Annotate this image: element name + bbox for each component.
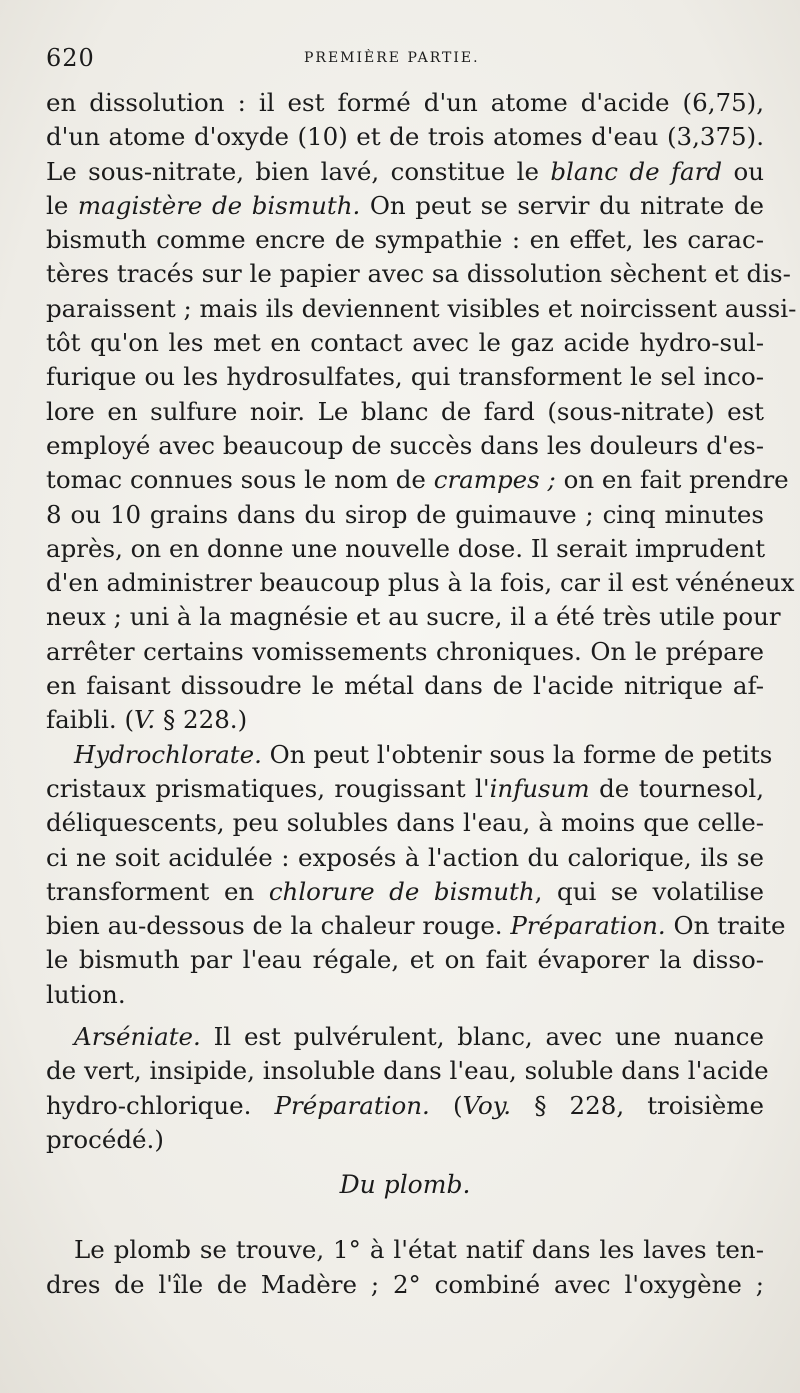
text-line: tôt qu'on les met en contact avec le gaz acide hydro-sul- (46, 328, 764, 358)
text-line: transforment en chlorure de bismuth, qui se volatilise (46, 876, 764, 906)
text-line: Arséniate. Il est pulvérulent, blanc, avec une nuance (74, 1022, 764, 1052)
text-line: le magistère de bismuth. On peut se servir du nitrate de (46, 190, 764, 220)
text-line: paraissent ; mais ils deviennent visibles et noircissent aussi- (46, 293, 797, 323)
text-line: furique ou les hydrosulfates, qui transforment le sel inco- (46, 362, 764, 392)
text-line: Le plomb se trouve, 1° à l'état natif dans les laves ten- (74, 1235, 764, 1265)
text-line: faibli. (V. § 228.) (46, 705, 248, 735)
paragraph-arseniate (46, 1020, 769, 1157)
text-line: bien au-dessous de la chaleur rouge. Préparation. On traite (46, 911, 786, 941)
text-line: dres de l'île de Madère ; 2° combiné avec l'oxygène ; (46, 1269, 764, 1299)
text-line: procédé.) (46, 1124, 164, 1154)
paragraph-nitrate-continued (46, 86, 797, 738)
page-number: 620 (46, 44, 95, 72)
body-text (46, 86, 797, 1302)
text-line: 8 ou 10 grains dans du sirop de guimauve ; cinq minutes (46, 499, 764, 529)
text-line: tères tracés sur le papier avec sa dissolution sèchent et dis- (46, 259, 791, 289)
text-line: arrêter certains vomissements chroniques. On le prépare (46, 636, 764, 666)
text-line: de vert, insipide, insoluble dans l'eau, soluble dans l'acide (46, 1056, 769, 1086)
text-line: d'en administrer beaucoup plus à la fois, car il est vénéneux (46, 568, 795, 598)
text-line: en faisant dissoudre le métal dans de l'acide nitrique af- (46, 671, 764, 701)
text-line: employé avec beaucoup de succès dans les douleurs d'es- (46, 430, 764, 460)
running-title: PREMIÈRE PARTIE. (304, 50, 480, 66)
text-line: Hydrochlorate. On peut l'obtenir sous la forme de petits (74, 739, 773, 769)
text-line: neux ; uni à la magnésie et au sucre, il a été très utile pour (46, 602, 781, 632)
text-line: cristaux prismatiques, rougissant l'infusum de tournesol, (46, 773, 765, 803)
section-heading: Du plomb. (339, 1170, 471, 1200)
text-line: en dissolution : il est formé d'un atome d'acide (6,75), (46, 88, 764, 117)
paragraph-plomb (46, 1233, 764, 1302)
paragraph-hydrochlorate (46, 738, 786, 1012)
text-line: hydro-chlorique. Préparation. (Voy. § 228, troisième (46, 1090, 764, 1120)
text-line: Le sous-nitrate, bien lavé, constitue le blanc de fard ou (46, 156, 764, 186)
running-head (46, 40, 760, 74)
text-line: déliquescents, peu solubles dans l'eau, à moins que celle- (46, 808, 764, 838)
text-line: après, on en donne une nouvelle dose. Il serait imprudent (46, 533, 766, 563)
text-line: le bismuth par l'eau régale, et on fait évaporer la disso- (46, 945, 764, 975)
text-line: lore en sulfure noir. Le blanc de fard (sous-nitrate) est (46, 396, 764, 426)
text-line: ci ne soit acidulée : exposés à l'action du calorique, ils se (46, 842, 764, 872)
text-line: bismuth comme encre de sympathie : en effet, les carac- (46, 225, 764, 255)
text-line: d'un atome d'oxyde (10) et de trois atomes d'eau (3,375). (46, 122, 764, 152)
text-line: lution. (46, 979, 126, 1009)
text-line: tomac connues sous le nom de crampes ; on en fait prendre (46, 465, 789, 495)
